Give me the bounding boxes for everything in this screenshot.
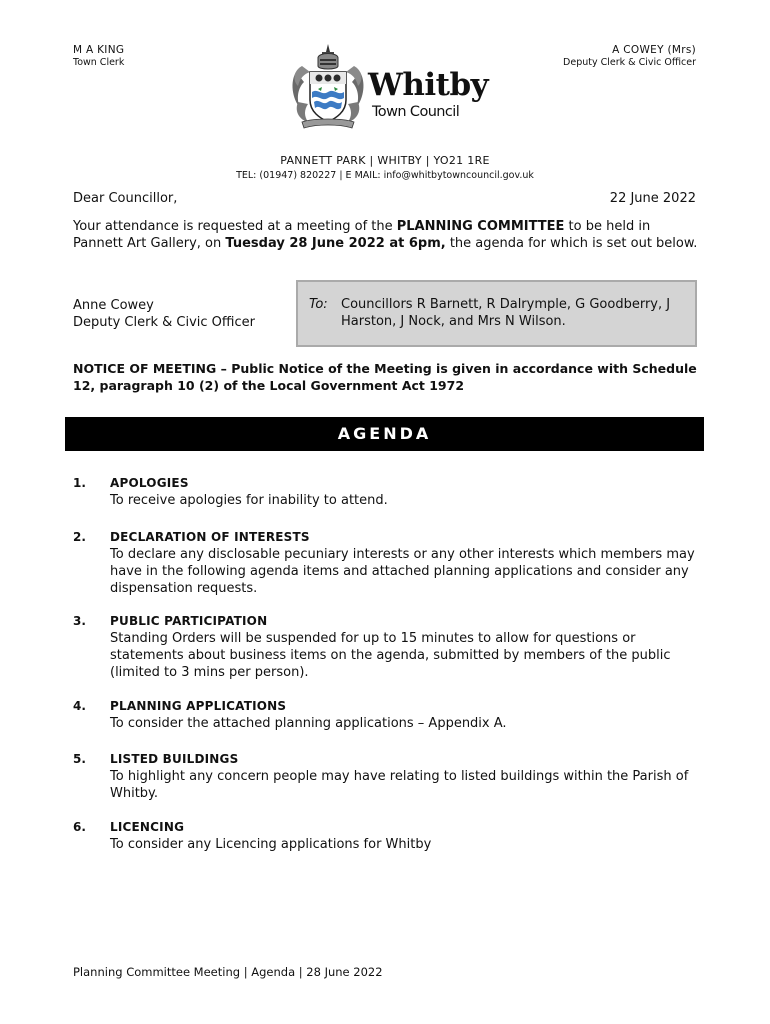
agenda-item-title: PLANNING APPLICATIONS bbox=[110, 699, 287, 713]
agenda-item bbox=[73, 475, 698, 509]
intro-paragraph bbox=[73, 218, 698, 252]
agenda-item-text: To receive apologies for inability to attend. bbox=[110, 493, 388, 508]
meeting-datetime: Tuesday 28 June 2022 at 6pm, bbox=[225, 236, 446, 251]
signatory-role: Deputy Clerk & Civic Officer bbox=[73, 315, 255, 330]
agenda-heading: AGENDA bbox=[65, 417, 704, 451]
council-logo-wordmark: Whitby bbox=[368, 67, 489, 103]
agenda-item bbox=[73, 819, 698, 853]
agenda-item-title: APOLOGIES bbox=[110, 476, 189, 490]
intro-text-1: Your attendance is requested at a meeting of the bbox=[73, 219, 397, 234]
committee-name: PLANNING COMMITTEE bbox=[396, 219, 565, 234]
agenda-item-text: To highlight any concern people may have relating to listed buildings within the Parish of Whitby. bbox=[110, 769, 689, 801]
agenda-item-text: To consider the attached planning applications – Appendix A. bbox=[110, 716, 507, 731]
intro-text-3: the agenda for which is set out below. bbox=[445, 236, 698, 251]
council-contact: TEL: (01947) 820227 | E MAIL: info@whitbytowncouncil.gov.uk bbox=[236, 170, 534, 181]
town-clerk-block bbox=[73, 44, 124, 69]
signature-block bbox=[73, 297, 255, 331]
agenda-item bbox=[73, 698, 698, 732]
signatory-name: Anne Cowey bbox=[73, 298, 154, 313]
agenda-item-text: To declare any disclosable pecuniary interests or any other interests which members may have in the following agenda items and attached planning applications and consider any dispensation requests. bbox=[110, 547, 695, 596]
letter-date: 22 June 2022 bbox=[609, 191, 696, 206]
agenda-item-title: LISTED BUILDINGS bbox=[110, 752, 239, 766]
agenda-item-number: 2. bbox=[73, 530, 86, 544]
agenda-item-text: Standing Orders will be suspended for up to 15 minutes to allow for questions or statements about business items on the agenda, submitted by members of the public (limited to 3 mins per person). bbox=[110, 631, 671, 680]
agenda-item-title: LICENCING bbox=[110, 820, 185, 834]
agenda-item-number: 6. bbox=[73, 820, 86, 834]
recipients-box bbox=[296, 280, 697, 347]
council-address: PANNETT PARK | WHITBY | YO21 1RE bbox=[280, 154, 490, 167]
council-crest-icon bbox=[288, 42, 368, 130]
deputy-clerk-block bbox=[563, 44, 696, 69]
agenda-item-title: DECLARATION OF INTERESTS bbox=[110, 530, 310, 544]
agenda-item-text: To consider any Licencing applications for Whitby bbox=[110, 837, 432, 852]
deputy-clerk-name: A COWEY (Mrs) bbox=[612, 44, 696, 56]
intro-text-2: to be held in Pannett Art Gallery, on bbox=[73, 219, 651, 251]
agenda-item-number: 1. bbox=[73, 476, 86, 490]
agenda-item-number: 5. bbox=[73, 752, 86, 766]
recipients-label: To: bbox=[309, 297, 328, 312]
agenda-item-title: PUBLIC PARTICIPATION bbox=[110, 614, 268, 628]
salutation: Dear Councillor, bbox=[73, 191, 178, 206]
page-footer: Planning Committee Meeting | Agenda | 28 June 2022 bbox=[73, 965, 383, 979]
agenda-item bbox=[73, 613, 698, 681]
agenda-item bbox=[73, 751, 698, 802]
council-logo-subtitle: Town Council bbox=[372, 104, 460, 120]
recipients-list: Councillors R Barnett, R Dalrymple, G Goodberry, J Harston, J Nock, and Mrs N Wilson. bbox=[341, 297, 671, 329]
deputy-clerk-role: Deputy Clerk & Civic Officer bbox=[563, 57, 696, 68]
agenda-item-number: 4. bbox=[73, 699, 86, 713]
town-clerk-role: Town Clerk bbox=[73, 57, 125, 68]
agenda-item-number: 3. bbox=[73, 614, 86, 628]
meeting-notice: NOTICE OF MEETING – Public Notice of the Meeting is given in accordance with Schedule 12, paragraph 10 (2) of the Local Government Act 1972 bbox=[73, 361, 697, 393]
town-clerk-name: M A KING bbox=[73, 44, 125, 56]
agenda-item bbox=[73, 529, 698, 597]
